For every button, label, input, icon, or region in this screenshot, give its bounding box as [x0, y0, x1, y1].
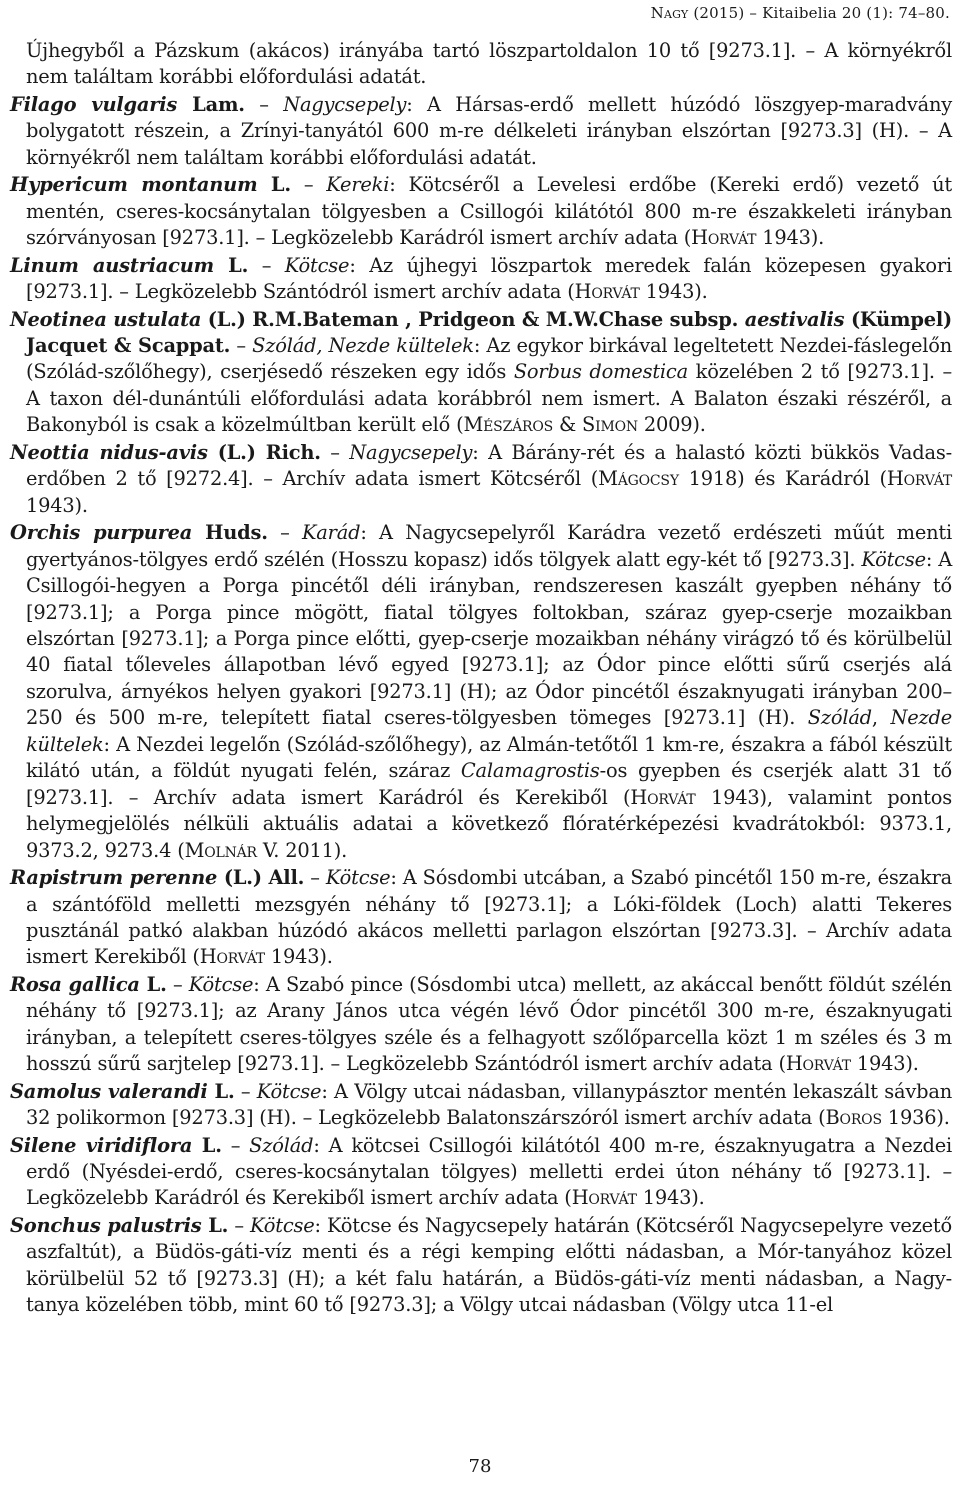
italic-text: Kötcse — [325, 866, 391, 890]
authority: (L.) Rich. — [207, 440, 321, 464]
italic-text: Kereki — [326, 173, 390, 197]
italic-text: Karád — [302, 521, 361, 545]
text-run: B — [825, 1106, 840, 1130]
species-name: Hypericum montanum — [10, 173, 258, 197]
italic-text: Nezde kültelek — [26, 706, 952, 756]
text-run: 1943). — [264, 945, 333, 969]
text-run: : Kötcse és Nagycsepely határán (Kötcséről Nagycsepelyre vezető aszfaltút), a Büdös-gáti-víz menti és a régi kemping előtti nádasban, a Mór-tanyához közel körülbelül 52 tő [9273.3] (H); a két falu határán, a Büdös-gáti-víz menti nádasban, a Nagy-tanya közelében több, mint 60 tő [9273.3]; a Völgy utcai nádasban (Völgy utca 11-el — [26, 1213, 952, 1317]
italic-text: Szólád — [249, 1133, 314, 1157]
authority: (Kümpel) Jacquet & Scappat. — [26, 307, 952, 357]
species-name: Orchis purpurea — [10, 521, 193, 545]
italic-text: Sorbus domestica — [513, 360, 688, 384]
text-run: M — [184, 838, 205, 862]
text-run: közelében 2 tő [9273.1]. – A taxon dél-dunántúli előfordulási adata korábbról nem ismert. A Balaton északi részéről, a Bakonyból is csak a közelmúltban került elő ( — [26, 360, 953, 437]
species-entry — [10, 1133, 952, 1212]
italic-text: Kötcse — [861, 547, 926, 571]
text-run: , — [871, 706, 891, 730]
text-run: – — [290, 173, 327, 197]
text-run: 1943). — [26, 493, 88, 517]
species-entry — [10, 520, 952, 864]
text-run: – — [221, 1133, 250, 1157]
authority: Lam. — [177, 92, 245, 116]
text-run: 1943), valamint pontos helymegjelölés nélküli aktuális adatai a következő flóratérképezési kvadrátokból: 9373.1, 9373.2, 9273.4 ( — [26, 785, 952, 862]
authority: (L.) All. — [217, 866, 305, 890]
text-run: -os gyepben és cserjék alatt 31 tő [9273.1]. – Archív adata ismert Karádról és Kerekiből ( — [26, 759, 952, 809]
species-entry — [10, 92, 952, 171]
italic-text: Kötcse — [256, 1079, 322, 1103]
text-run: 1936). — [881, 1106, 950, 1130]
running-header — [651, 4, 950, 22]
text-run: 1918) és Karádról ( — [678, 467, 887, 491]
author-name: orvát — [591, 280, 640, 304]
species-entry — [10, 1079, 952, 1132]
text-run: 1943). — [639, 280, 708, 304]
text-run: H — [785, 1052, 803, 1076]
text-run: – — [248, 253, 285, 277]
italic-text: Kötcse — [188, 972, 254, 996]
text-run: – — [320, 440, 350, 464]
text-run: : Kötcséről a Levelesi erdőbe (Kereki erdő) vezető út mentén, cseres-kocsánytalan tölgyesben a Csillogói kilátótól 800 m-re északkeleti irányban szórványosan [9273.1]. – Legközelebb Karádról ismert archív adata ( — [26, 173, 952, 250]
author-name: észáros — [483, 413, 554, 437]
text-run: : A Hársas-erdő mellett húzódó löszgyep-maradvány bolygatott részein, a Zrínyi-tanyától 600 m-re délkeleti irányban elszórtan [9273.3] (H). – A környékről nem találtam korábbi előfordulási adatát. — [26, 92, 952, 169]
author-name: olnár — [204, 838, 257, 862]
authority: L. — [201, 1213, 229, 1237]
italic-text: Szólád — [807, 706, 872, 730]
text-run: : A Nagycsepelyről Karádra vezető erdészeti műút menti gyertyános-tölgyes erdő szélén (Hosszu kopasz) idős tölgyek alatt egy-két tő [9273.3]. — [26, 521, 952, 571]
page-number: 78 — [468, 1456, 492, 1477]
author-name: orvát — [707, 226, 757, 250]
author-name: ágocsy — [617, 467, 679, 491]
species-name: Rapistrum perenne — [10, 866, 218, 890]
text-run: 1943). — [850, 1052, 919, 1076]
entry-continuation — [10, 38, 952, 91]
author-name: oros — [839, 1106, 882, 1130]
authority: L. — [139, 972, 167, 996]
text-run: H — [199, 945, 217, 969]
text-run: H — [571, 1186, 589, 1210]
author-name: orvát — [216, 945, 265, 969]
text-run: – — [228, 1213, 250, 1237]
italic-text: Calamagrostis — [460, 759, 600, 783]
author-name: orvát — [588, 1186, 637, 1210]
species-name: Samolus valerandi — [10, 1079, 208, 1103]
authority: Huds. — [192, 521, 268, 545]
italic-text: Szólád, Nezde kültelek — [252, 333, 474, 357]
authority: L. — [213, 253, 249, 277]
italic-text: Kötcse — [284, 253, 350, 277]
text-run: – — [304, 866, 326, 890]
text-run: M — [598, 467, 618, 491]
species-name: Neottia nidus-avis — [10, 440, 208, 464]
header-citation: (2015) – Kitaibelia 20 (1): 74–80. — [688, 4, 950, 22]
text-run: 2009). — [637, 413, 706, 437]
text-run: – — [166, 972, 189, 996]
text-run: V. 2011). — [256, 838, 348, 862]
species-name: Rosa gallica — [10, 972, 140, 996]
species-name: Neotinea ustulata — [10, 307, 202, 331]
italic-text: Nagycsepely — [349, 440, 473, 464]
species-entry — [10, 972, 952, 1078]
text-run: M — [463, 413, 484, 437]
species-name: Sonchus palustris — [10, 1213, 202, 1237]
text-run: Újhegyből a Pázskum (akácos) irányába tartó löszpartoldalon 10 tő [9273.1]. – A környékről nem találtam korábbi előfordulási adatát. — [26, 39, 952, 89]
species-entry — [10, 307, 952, 439]
text-run: S — [582, 413, 596, 437]
species-entry — [10, 253, 952, 306]
species-name: Filago vulgaris — [10, 92, 178, 116]
text-run: 1943). — [756, 226, 825, 250]
text-run: – — [230, 333, 253, 357]
author-name: imon — [595, 413, 638, 437]
text-run: : A Nezdei legelőn (Szólád-szőlőhegy), az Almán-tetőtől 1 km-re, északra a fából készült kilátó után, a földút nyugati felén, száraz — [26, 732, 952, 783]
author-name: orvát — [647, 785, 696, 809]
header-author-rest: agy — [663, 4, 689, 22]
text-run: & — [553, 413, 583, 437]
species-entry — [10, 172, 952, 251]
authority: L. — [207, 1079, 235, 1103]
text-run: : A Sósdombi utcában, a Szabó pincétől 150 m-re, északra a szántóföld melletti mezsgyén néhány tő [9273.1]; a Lóki-földek (Loch) alatti Tekeres pusztánál patkó alakban húzódó akácos melletti parlagon elszórtan [9273.3]. – Archív adata ismert Kerekiből ( — [26, 866, 952, 969]
text-run: : Az egykor birkával legeltetett Nezdei-fáslegelőn (Szólád-szőlőhegy), cserjésedő részeken egy idős — [26, 333, 952, 384]
authority: L. — [257, 173, 291, 197]
text-run: : A Bárány-rét és a halastó közti bükkös Vadas-erdőben 2 tő [9272.4]. – Archív adata ismert Kötcséről ( — [26, 440, 952, 491]
species-entry — [10, 440, 952, 519]
italic-text: Nagycsepely — [283, 92, 407, 116]
species-entry — [10, 1213, 952, 1319]
text-run: H — [691, 226, 708, 250]
author-name: orvát — [903, 467, 952, 491]
text-run: : A Szabó pince (Sósdombi utca) mellett, az akáccal benőtt földút szélén néhány tő [9273.1]; az Arany János utca végén lévő Ódor pincétől 300 m-re, északnyugati irányban, a telepített cseres-tölgyes széle és a felhagyott szőlőparcella közt 1 m széles és 3 m hosszú sűrű sarjtelep [9273.1]. – Legközelebb Szántódról ismert archív adata ( — [26, 972, 952, 1076]
authority: (L.) R.M.Bateman , Pridgeon & M.W.Chase subsp. — [201, 307, 745, 331]
text-run: : A Völgy utcai nádasban, villanypásztor mentén lekaszált sávban 32 polikormon [9273.3] (H). – Legközelebb Balatonszárszóról ismert archív adata ( — [26, 1079, 952, 1130]
text-run: : A Csillogói-hegyen a Porga pincétől déli irányban, rendszeresen kaszált gyepben néhány tő [9273.1]; a Porga pince mögött, fiatal tölgyes foltokban, száraz gyep-cserje mozaikban elszórtan [9273.1]; a Porga pince előtti, gyep-cserje mozaikban néhány virágzó tő és körülbelül 40 fiatal tőleveles állapotban lévő egyed [9273.1]; az Ódor pince előtti sűrű cserjés alá szorulva, árnyékos helyen gyakori [9273.1] (H); az Ódor pincétől északnyugati irányban 200–250 és 500 m-re, telepített fiatal cseres-tölgyesben tömeges [9273.1] (H). — [26, 547, 952, 730]
species-name: Linum austriacum — [10, 253, 214, 277]
text-run: – — [244, 92, 284, 116]
text-run: – — [267, 521, 303, 545]
text-run: H — [630, 785, 648, 809]
species-entry — [10, 865, 952, 971]
text-run: : Az újhegyi löszpartok meredek falán közepesen gyakori [9273.1]. – Legközelebb Szántódról ismert archív adata ( — [26, 253, 952, 304]
article-body — [10, 38, 952, 1320]
text-run: : A kötcsei Csillogói kilátótól 400 m-re, északnyugatra a Nezdei erdő (Nyésdei-erdő, cseres-kocsánytalan tölgyes) melletti erdei úton néhány tő [9273.1]. – Legközelebb Karádról és Kerekiből ismert archív adata ( — [26, 1133, 952, 1210]
authority: L. — [192, 1133, 222, 1157]
header-author-initial: N — [650, 4, 664, 22]
text-run: – — [234, 1079, 257, 1103]
species-name: Silene viridiflora — [10, 1133, 193, 1157]
text-run: H — [886, 467, 904, 491]
text-run: 1943). — [636, 1186, 705, 1210]
italic-text: Kötcse — [250, 1213, 315, 1237]
text-run: H — [574, 280, 592, 304]
species-name: aestivalis — [744, 307, 845, 331]
author-name: orvát — [802, 1052, 851, 1076]
